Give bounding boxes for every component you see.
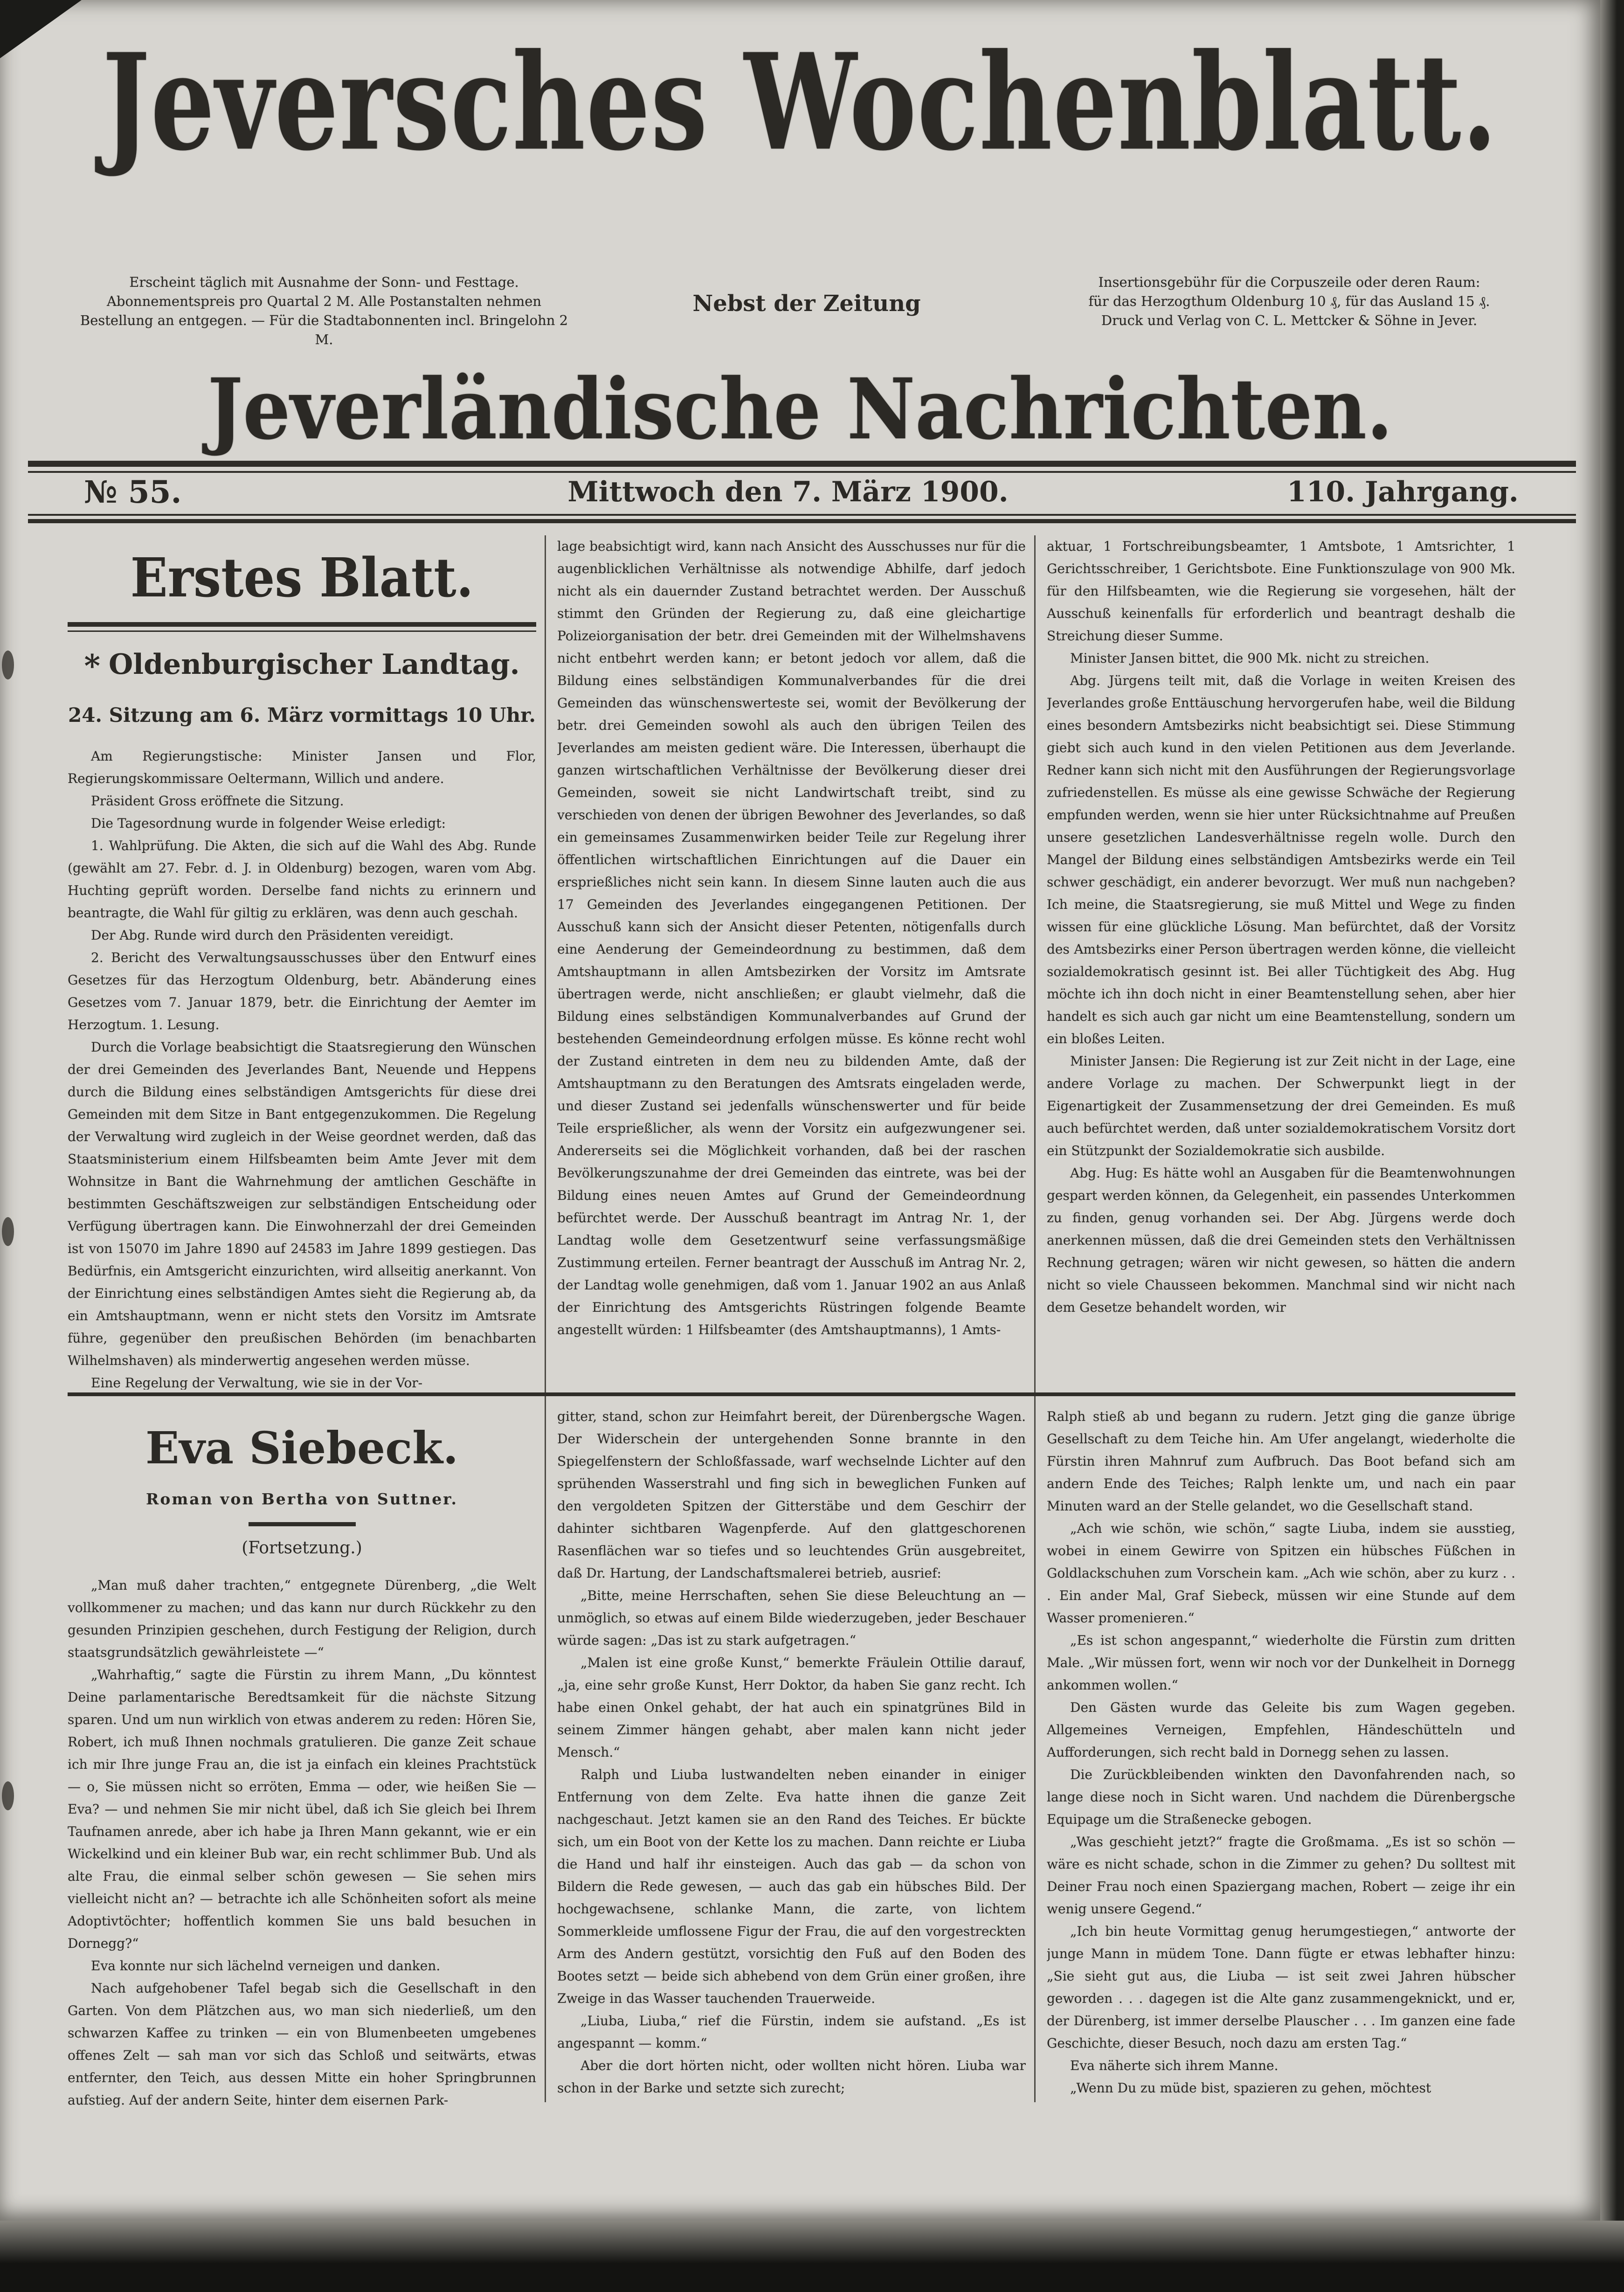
paragraph: Die Tagesordnung wurde in folgender Weise erledigt: xyxy=(91,816,446,831)
paragraph: „Malen ist eine große Kunst,“ bemerkte Fräulein Ottilie darauf, „ja, eine sehr große Kunst, Herr Doktor, da haben Sie ganz recht. Ich habe einen Onkel gehabt, der hat auch ein spinatgrünes Bild in seinem Zimmer hängen gehabt, aber malen kann nicht jeder Mensch.“ xyxy=(557,1655,1026,1760)
paragraph: Aber die dort hörten nicht, oder wollten nicht hören. Liuba war schon in der Barke und setzte sich zurecht; xyxy=(557,2058,1026,2096)
issue-number: № 55. xyxy=(84,474,182,510)
masthead-title: Jeversches Wochenblatt. xyxy=(102,24,1498,180)
article-title xyxy=(68,648,536,684)
paragraph: „Man muß daher trachten,“ entgegnete Dürenberg, „die Welt vollkommener zu machen; und das kann nur durch Rückkehr zu den gesunden Prinzipien geschehen, durch Festigung der Religion, durch staatsgrundsätzlich gewährleistete —“ xyxy=(68,1578,536,1660)
paragraph: Abg. Hug: Es hätte wohl an Ausgaben für die Beamtenwohnungen gespart werden können, da Gelegenheit, ein passendes Unterkommen zu finden, genug vorhanden sei. Der Abg. Jürgens werde doch anerkennen müssen, daß die drei Gemeinden stets den Verhältnissen Rechnung getragen; wären wir nicht gewesen, so hätten die andern nicht so viele Chausseen bekommen. Manchmal sind wir nicht nach dem Gesetze behandelt worden, wir xyxy=(1047,1165,1515,1315)
info-line: für das Herzogthum Oldenburg 10 ₰, für das Ausland 15 ₰. xyxy=(1088,293,1490,309)
paragraph: Ralph stieß ab und begann zu rudern. Jetzt ging die ganze übrige Gesellschaft zu dem Teiche hin. Am Ufer angelangt, wiederholte die Fürstin ihren Mahnruf zum Aufbruch. Das Boot befand sich am andern Ende des Teiches; Ralph lenkte um, und nach ein paar Minuten ward an der Stelle gelandet, wo die Gesellschaft stand. xyxy=(1047,1409,1515,1514)
dateline-rule-top xyxy=(28,461,1576,473)
paragraph: 2. Bericht des Verwaltungsausschusses über den Entwurf eines Gesetzes für das Herzogtum Oldenburg, betr. Abänderung eines Gesetzes vom 7. Januar 1879, betr. die Einrichtung der Aemter im Herzogtum. 1. Lesung. xyxy=(68,950,536,1032)
paragraph: Eine Regelung der Verwaltung, wie sie in der Vor- xyxy=(91,1375,423,1390)
novel-byline-rule xyxy=(249,1522,356,1526)
paragraph: aktuar, 1 Fortschreibungsbeamter, 1 Amtsbote, 1 Amtsrichter, 1 Gerichtsschreiber, 1 Gerichtsbote. Eine Funktionszulage von 900 Mk. für den Hilfsbeamten, wie die Regierung sie vorgesehen, hält der Ausschuß keinenfalls für erforderlich und beantragt deshalb die Streichung dieser Summe. xyxy=(1047,539,1515,644)
section-rule xyxy=(68,622,536,632)
paragraph: „Liuba, Liuba,“ rief die Fürstin, indem sie aufstand. „Es ist angespannt — komm.“ xyxy=(557,2013,1026,2051)
article-title-text: Oldenburgischer Landtag. xyxy=(109,648,520,681)
paragraph: Präsident Gross eröffnete die Sitzung. xyxy=(91,793,344,809)
paragraph: Abg. Jürgens teilt mit, daß die Vorlage in weiten Kreisen des Jeverlandes große Enttäuschung hervorgerufen habe, weil die Bildung eines besondern Amtsbezirks nicht beabsichtigt sei. Diese Stimmung giebt sich auch kund in den vielen Petitionen aus dem Jeverlande. Redner kann sich nicht mit den Ausführungen der Regierungsvorlage zufriedenstellen. Es müsse als eine gewisse Schwäche der Regierung empfunden werden, wenn sie hier unter Rücksichtnahme auf Preußen unsere gesetzlichen Landesverhältnisse regeln wolle. Durch den Mangel der Bildung eines selbständigen Amtsbezirks werde ein Teil schwer geschädigt, ein anderer bevorzugt. Wer muß nun nachgeben? Ich meine, die Staatsregierung, sie muß Mittel und Wege zu finden wissen für eine glückliche Lösung. Man befürchtet, daß der Vorsitz des Amtsbezirks einer Person übertragen werden könne, die vielleicht sozialdemokratisch gesinnt ist. Bei aller Tüchtigkeit des Abg. Hug möchte ich ihn doch nicht in einer Beamtenstellung sehen, aber hier handelt es sich auch gar nicht um eine Beamtenstellung, sondern um ein bloßes Leiten. xyxy=(1047,673,1515,1046)
paragraph: „Wahrhaftig,“ sagte die Fürstin zu ihrem Mann, „Du könntest Deine parlamentarische Beredtsamkeit für die nächste Sitzung sparen. Und um nun wirklich von etwas anderem zu reden: Hören Sie, Robert, ich muß Ihnen nochmals gratulieren. Die ganze Zeit schaue ich mir Ihre junge Frau an, die ist ja einfach ein kleines Prachtstück — o, Sie müssen nicht so erröten, Emma — oder, wie heißen Sie — Eva? — und nehmen Sie mir nicht übel, daß ich Sie gleich bei Ihrem Taufnamen anrede, aber ich habe ja Ihren Mann gekannt, wie er ein Wickelkind und ein kleiner Bub war, ein recht schlimmer Bub. Und als alte Frau, die einmal selber schön gewesen — Sie sehen mirs vielleicht nicht an? — betrachte ich alle Schönheiten sofort als meine Adoptivtöchter; hoffentlich kommen Sie uns bald besuchen in Dornegg?“ xyxy=(68,1667,536,1951)
section-divider-rule xyxy=(68,1392,1515,1396)
issue-volume: 110. Jahrgang. xyxy=(1287,476,1519,508)
issue-date: Mittwoch den 7. März 1900. xyxy=(567,476,1009,508)
novel-column-2 xyxy=(557,1406,1026,2210)
masthead-title-2: Jeverländische Nachrichten. xyxy=(207,360,1393,458)
subscription-info xyxy=(70,273,578,349)
paragraph: Am Regierungstische: Minister Jansen und Flor, Regierungskommissare Oeltermann, Willich und andere. xyxy=(68,748,536,786)
info-line: Abonnementspreis pro Quartal 2 M. Alle Postanstalten nehmen xyxy=(106,293,542,309)
info-line: Erscheint täglich mit Ausnahme der Sonn- und Festtage. xyxy=(129,274,519,290)
paragraph: Minister Jansen bittet, die 900 Mk. nicht zu streichen. xyxy=(1070,651,1430,666)
paragraph: Die Zurückbleibenden winkten den Davonfahrenden nach, so lange diese noch in Sicht waren. Und nachdem die Dürenbergsche Equipage um die Straßenecke gebogen. xyxy=(1047,1767,1515,1827)
dateline xyxy=(28,472,1576,512)
paragraph: gitter, stand, schon zur Heimfahrt bereit, der Dürenbergsche Wagen. Der Widerschein der untergehenden Sonne brannte in den Spiegelfenstern der Schloßfassade, warf wechselnde Lichter auf den sprühenden Wasserstrahl und fing sich in beweglichen Funken auf den vergoldeten Spitzen der Gitterstäbe und dem Geschirr der dahinter sichtbaren Wagenpferde. Auf den glattgeschorenen Rasenflächen war so tiefes und so leuchtendes Grün ausgebreitet, daß Dr. Hartung, der Landschaftsmalerei betrieb, ausrief: xyxy=(557,1409,1026,1581)
paragraph: Den Gästen wurde das Geleite bis zum Wagen gegeben. Allgemeines Verneigen, Empfehlen, Händeschütteln und Aufforderungen, sich recht bald in Dornegg sehen zu lassen. xyxy=(1047,1700,1515,1760)
paragraph: „Was geschieht jetzt?“ fragte die Großmama. „Es ist so schön — wäre es nicht schade, schon in die Zimmer zu gehen? Du solltest mit Deiner Frau noch einen Spaziergang machen, Robert — zeige ihr ein wenig unsere Gegend.“ xyxy=(1047,1834,1515,1917)
star-icon: * xyxy=(84,648,101,684)
novel-column-1 xyxy=(68,1406,536,2210)
paragraph: Eva näherte sich ihrem Manne. xyxy=(1070,2058,1278,2073)
masthead-info-row xyxy=(70,273,1543,349)
novel-section xyxy=(68,1406,1515,2210)
info-line: Insertionsgebühr für die Corpuszeile oder deren Raum: xyxy=(1098,274,1480,290)
novel-column-3 xyxy=(1047,1406,1515,2210)
info-line: Bestellung an entgegen. — Für die Stadtabonnenten incl. Bringelohn 2 M. xyxy=(80,312,568,347)
novel-title: Eva Siebeck. xyxy=(145,1422,458,1474)
paragraph: „Bitte, meine Herrschaften, sehen Sie diese Beleuchtung an — unmöglich, so etwas auf einem Bilde wiederzugeben, jeder Beschauer würde sagen: „Das ist zu stark aufgetragen.“ xyxy=(557,1588,1026,1648)
paragraph: 1. Wahlprüfung. Die Akten, die sich auf die Wahl des Abg. Runde (gewählt am 27. Febr. d. J. in Oldenburg) bezogen, waren vom Abg. Huchting geprüft worden. Derselbe fand nichts zu erinnern und beantragte, die Wahl für giltig zu erklären, was denn auch geschah. xyxy=(68,838,536,921)
landtag-section xyxy=(68,535,1515,1390)
dateline-rule-bottom xyxy=(28,514,1576,523)
paragraph: Eva konnte nur sich lächelnd verneigen und danken. xyxy=(91,1958,441,1973)
binding-mark xyxy=(2,1781,14,1810)
binding-mark xyxy=(2,651,14,679)
article-column-body xyxy=(68,745,536,1390)
paragraph: „Wenn Du zu müde bist, spazieren zu gehen, möchtest xyxy=(1070,2080,1431,2096)
paragraph: „Ich bin heute Vormittag genug herumgestiegen,“ antworte der junge Mann in müdem Tone. Dann fügte er etwas lebhafter hinzu: „Sie sieht gut aus, die Liuba — ist seit zwei Jahren hübscher geworden . . . dagegen ist die Alte ganz zusammengeknickt, und er, der Dürenberg, ist immer derselbe Plauscher . . . Im ganzen eine fade Geschichte, dieser Besuch, noch dazu am ersten Tag.“ xyxy=(1047,1924,1515,2051)
scan-edge-bottom xyxy=(0,2221,1624,2292)
novel-continuation-note: (Fortsetzung.) xyxy=(242,1538,362,1558)
paragraph: Minister Jansen: Die Regierung ist zur Zeit nicht in der Lage, eine andere Vorlage zu machen. Der Schwerpunkt liegt in der Eigenartigkeit der Zusammensetzung der drei Gemeinden. Es muß auch befürchtet werden, daß unter sozialdemokratischem Vorsitz dort ein Stützpunkt der Sozialdemokratie sich ausbilde. xyxy=(1047,1053,1515,1158)
masthead-subtitle: Nebst der Zeitung xyxy=(692,291,921,317)
binding-mark xyxy=(2,1217,14,1246)
paragraph: lage beabsichtigt wird, kann nach Ansicht des Ausschusses nur für die augenblicklichen Verhältnisse als notwendige Abhilfe, darf jedoch nicht als ein dauernder Zustand betrachtet werden. Der Ausschuß stimmt den Gründen der Regierung zu, daß eine gleichartige Polizeiorganisation der betr. drei Gemeinden mit der Wilhelmshavens nicht entbehrt werden kann; er betont jedoch vor allem, daß die Bildung eines selbständigen Kommunalverbandes für die drei Gemeinden das wünschenswerteste sei, womit der Bevölkerung der betr. drei Gemeinden sowohl als auch den übrigen Teilen des Jeverlandes am meisten gedient wäre. Die Interessen, überhaupt die ganzen wirtschaftlichen Verhältnisse der Bevölkerung dieser drei Gemeinden, soweit sie nicht Landwirtschaft treibt, sind zu verschieden von denen der übrigen Bewohner des Jeverlandes, so daß ein gemeinsames Zusammenwirken beider Teile zur Regelung ihrer öffentlichen wirtschaftlichen Einrichtungen auf die Dauer ein ersprießliches nicht sein kann. In diesem Sinne lauten auch die aus 17 Gemeinden des Jeverlandes eingegangenen Petitionen. Der Ausschuß kann sich der Ansicht dieser Petenten, nötigenfalls durch eine Aenderung der Gemeindeordnung zu bestimmen, daß dem Amtshauptmann in allen Amtsbezirken der Vorsitz im Amtsrate übertragen werde, nicht anschließen; er glaubt vielmehr, daß die Bildung eines selbständigen Kommunalverbandes auf Grund der bestehenden Gemeindeordnung erfolgen müsse. Es könne recht wohl der Zustand eintreten in dem neu zu bildenden Amte, daß der Amtshauptmann zu den Beratungen des Amtsrats eingeladen werde, und dieser Zustand sei jedenfalls wünschenswerter und für beide Teile ersprießlicher, als wenn der Vorsitz ein aufgezwungener sei. Andererseits sei die Möglichkeit vorhanden, daß bei der raschen Bevölkerungszunahme der drei Gemeinden das eintrete, was bei der Bildung eines neuen Amtes auf Grund der Gemeindeordnung befürchtet werde. Der Ausschuß beantragt im Antrag Nr. 1, der Landtag wolle dem Gesetzentwurf seine verfassungsmäßige Zustimmung erteilen. Ferner beantragt der Ausschuß im Antrag Nr. 2, der Landtag wolle genehmigen, daß vom 1. Januar 1902 an aus Anlaß der Einrichtung des Amtsgerichts Rüstringen folgende Beamte angestellt würden: 1 Hilfsbeamter (des Amtshauptmanns), 1 Amts- xyxy=(557,539,1026,1337)
paragraph: „Ach wie schön, wie schön,“ sagte Liuba, indem sie ausstieg, wobei in einem Gewirre von Spitzen ein hübsches Füßchen in Goldlackschuhen zum Vorschein kam. „Ach wie schön, aber zu kurz . . . Ein ander Mal, Graf Siebeck, müssen wir eine Stunde auf dem Wasser promenieren.“ xyxy=(1047,1521,1515,1626)
paragraph: Ralph und Liuba lustwandelten neben einander in einiger Entfernung von dem Zelte. Eva hatte ihnen die ganze Zeit nachgeschaut. Jetzt kamen sie an den Rand des Teiches. Er bückte sich, um ein Boot von der Kette los zu machen. Dann reichte er Liuba die Hand und half ihr einsteigen. Auch das gab — da schon von Bildern die Rede gewesen, — auch das gab ein hübsches Bild. Der hochgewachsene, schlanke Mann, die zarte, von lichtem Sommerkleide umflossene Figur der Frau, die auf den vorgestreckten Arm des Andern gestützt, vorsichtig den Fuß auf den Boden des Bootes setzt — beide sich abhebend von dem Grün einer großen, ihre Zweige in das Wasser tauchenden Trauerweide. xyxy=(557,1767,1026,2006)
paragraph: Nach aufgehobener Tafel begab sich die Gesellschaft in den Garten. Von dem Plätzchen aus, wo man sich niederließ, um den schwarzen Kaffee zu trinken — ein von Blumenbeeten umgebenes offenes Zelt — sah man vor sich das Schloß und seitwärts, etwas entfernter, den Teich, aus dessen Mitte ein hoher Springbrunnen aufstieg. Auf der andern Seite, hinter dem eisernen Park- xyxy=(68,1980,536,2108)
advertising-info xyxy=(1035,273,1543,330)
landtag-column-1 xyxy=(68,535,536,1390)
landtag-column-2 xyxy=(557,535,1026,1390)
novel-column-body xyxy=(68,1574,536,2112)
info-line: Druck und Verlag von C. L. Mettcker & Söhne in Jever. xyxy=(1101,312,1478,328)
scan-edge-right xyxy=(1600,0,1624,2292)
section-title: Erstes Blatt. xyxy=(130,546,474,609)
paragraph: „Es ist schon angespannt,“ wiederholte die Fürstin zum dritten Male. „Wir müssen fort, wenn wir noch vor der Dunkelheit in Dornegg ankommen wollen.“ xyxy=(1047,1633,1515,1693)
paragraph: Der Abg. Runde wird durch den Präsidenten vereidigt. xyxy=(91,928,454,943)
novel-byline: Roman von Bertha von Suttner. xyxy=(145,1490,458,1508)
article-subtitle: 24. Sitzung am 6. März vormittags 10 Uhr. xyxy=(68,704,536,727)
landtag-column-3 xyxy=(1047,535,1515,1390)
paragraph: Durch die Vorlage beabsichtigt die Staatsregierung den Wünschen der drei Gemeinden des Jeverlandes Bant, Neuende und Heppens durch die Bildung eines selbständigen Amtsgerichts für diese drei Gemeinden mit dem Sitze in Bant entgegenzukommen. Die Regelung der Verwaltung wird zugleich in der Weise geordnet werden, daß das Staatsministerium einem Hilfsbeamten beim Amte Jever mit dem Wohnsitze in Bant die Wahrnehmung der amtlichen Geschäfte in bestimmten Geschäftszweigen zur selbständigen Entscheidung oder Verfügung übertragen kann. Die Einwohnerzahl der drei Gemeinden ist von 15070 im Jahre 1890 auf 24583 im Jahre 1899 gestiegen. Das Bedürfnis, ein Amtsgericht einzurichten, wird allseitig anerkannt. Von der Einrichtung eines selbständigen Amtes sieht die Regierung ab, da ein Amtshauptmann, wenn er nicht stets den Vorsitz im Amtsrate führe, gegenüber den preußischen Behörden (im benachbarten Wilhelmshaven) als minderwertig angesehen werden müsse. xyxy=(68,1039,536,1368)
